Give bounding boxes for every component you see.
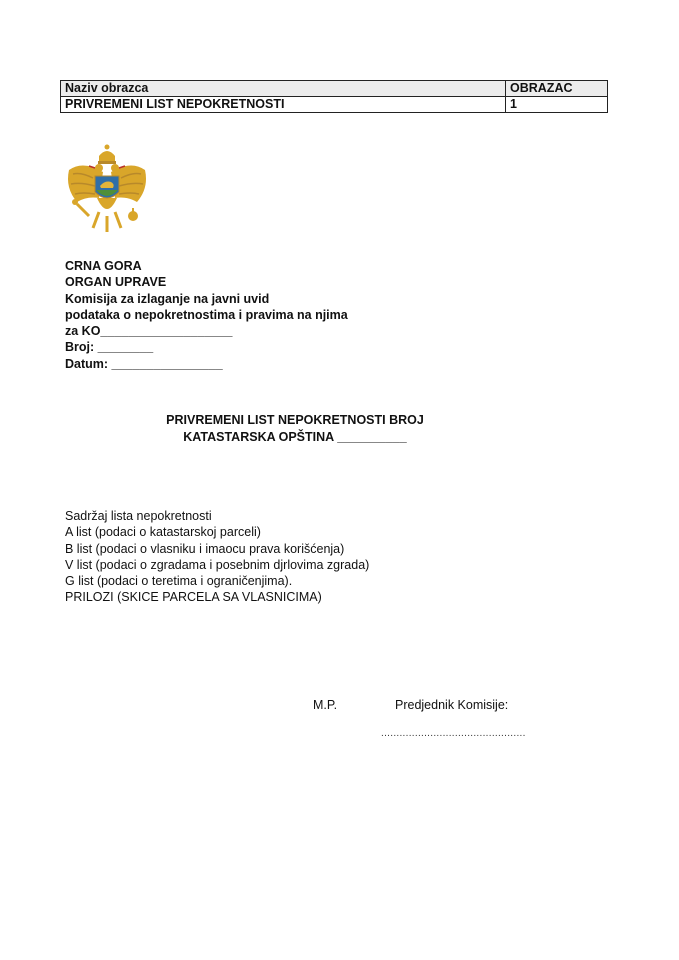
document-title — [140, 412, 450, 446]
montenegro-coat-of-arms-icon — [63, 142, 151, 234]
document-title-line1: PRIVREMENI LIST NEPOKRETNOSTI BROJ — [166, 413, 424, 427]
list-item: B list (podaci o vlasniku i imaocu prava korišćenja) — [65, 541, 345, 556]
list-item: A list (podaci o katastarskoj parceli) — [65, 525, 261, 540]
document-title-line2: KATASTARSKA OPŠTINA __________ — [183, 430, 407, 444]
form-number-header: OBRAZAC — [506, 81, 608, 97]
form-name-value: PRIVREMENI LIST NEPOKRETNOSTI — [61, 97, 506, 113]
stamp-placeholder: M.P. — [313, 698, 338, 712]
cadastral-municipality-field[interactable]: za KO___________________ — [65, 324, 233, 339]
president-label: Predjednik Komisije: — [395, 698, 509, 712]
list-item: G list (podaci o teretima i ograničenjima). — [65, 574, 293, 589]
number-field[interactable]: Broj: ________ — [65, 340, 154, 355]
country-name: CRNA GORA — [65, 259, 142, 273]
list-item: V list (podaci o zgradama i posebnim djrlovima zgrada) — [65, 557, 370, 572]
contents-list — [65, 508, 369, 606]
form-header-row — [61, 81, 608, 97]
date-field[interactable]: Datum: ________________ — [65, 356, 223, 371]
commission-name-line1: Komisija za izlaganje na javni uvid — [65, 291, 270, 306]
signature-line[interactable]: ............................................... — [381, 728, 526, 739]
commission-name-line2: podataka o nepokretnostima i pravima na njima — [65, 307, 348, 322]
organization-block — [65, 258, 348, 372]
form-header-table — [60, 80, 608, 113]
form-name-header: Naziv obrazca — [61, 81, 506, 97]
list-item: PRILOZI (SKICE PARCELA SA VLASNICIMA) — [65, 590, 322, 605]
contents-heading: Sadržaj lista nepokretnosti — [65, 509, 212, 523]
authority-name: ORGAN UPRAVE — [65, 275, 167, 290]
form-value-row — [61, 97, 608, 113]
form-number-value: 1 — [506, 97, 608, 113]
